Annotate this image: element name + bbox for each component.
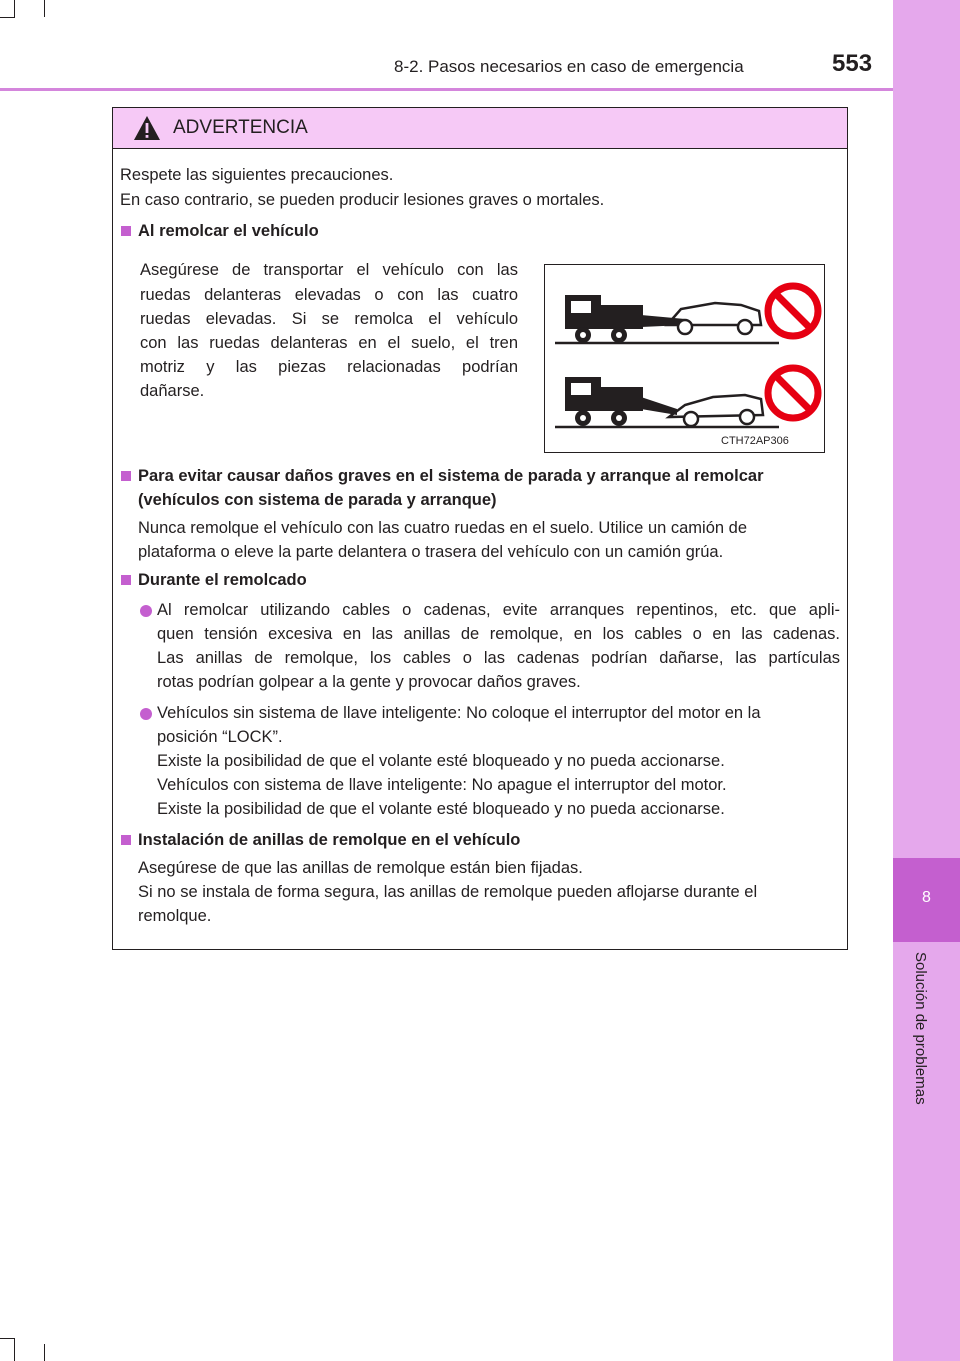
- section-text: Asegúrese de transportar el vehículo con las: [140, 261, 518, 279]
- bullet-text: quen tensión excesiva en las anillas de remolque, en los cables o en las cadenas.: [157, 625, 840, 643]
- warning-intro-line: En caso contrario, se pueden producir lesiones graves o mortales.: [120, 191, 605, 209]
- prohibited-icon: [768, 286, 818, 336]
- warning-box: [112, 107, 848, 950]
- crop-mark: [14, 1338, 15, 1361]
- section-heading: Instalación de anillas de remolque en el vehículo: [138, 831, 521, 849]
- section-text: Asegúrese de que las anillas de remolque están bien fijadas.: [138, 859, 583, 877]
- section-text: plataforma o eleve la parte delantera o trasera del vehículo con un camión grúa.: [138, 543, 724, 561]
- square-bullet-icon: [121, 226, 131, 236]
- square-bullet-icon: [121, 835, 131, 845]
- section-text: motriz y las piezas relacionadas podrían: [140, 358, 518, 376]
- bullet-text: Vehículos sin sistema de llave inteligente: No coloque el interruptor del motor en la: [157, 704, 761, 722]
- section-text: Nunca remolque el vehículo con las cuatro ruedas en el suelo. Utilice un camión de: [138, 519, 748, 537]
- bullet-text: posición “LOCK”.: [157, 728, 283, 746]
- section-heading: (vehículos con sistema de parada y arranque): [138, 491, 497, 509]
- bullet-text: Al remolcar utilizando cables o cadenas, evite arranques repentinos, etc. que apli-: [157, 601, 840, 619]
- chapter-title: Solución de problemas: [912, 952, 929, 1105]
- towing-illustration: [544, 264, 825, 453]
- section-heading: Al remolcar el vehículo: [138, 222, 319, 240]
- section-heading: Durante el remolcado: [138, 571, 307, 589]
- header-rule: [0, 88, 893, 91]
- square-bullet-icon: [121, 575, 131, 585]
- crop-mark: [14, 0, 15, 17]
- bullet-text: Vehículos con sistema de llave inteligente: No apague el interruptor del motor.: [157, 776, 727, 794]
- warning-header: [113, 108, 847, 149]
- section-text: ruedas delanteras elevadas o con las cuatro: [140, 286, 518, 304]
- section-heading: Para evitar causar daños graves en el sistema de parada y arranque al remolcar: [138, 467, 764, 485]
- section-text: ruedas elevadas. Si se remolca el vehículo: [140, 310, 518, 328]
- section-title: 8-2. Pasos necesarios en caso de emergencia: [394, 57, 744, 76]
- crop-mark: [0, 1338, 15, 1339]
- towed-car-icon: [669, 395, 763, 426]
- warning-title: ADVERTENCIA: [173, 117, 308, 138]
- crop-mark: [0, 17, 15, 18]
- bullet-text: rotas podrían golpear a la gente y provocar daños graves.: [157, 673, 581, 691]
- section-text: remolque.: [138, 907, 212, 925]
- figure-code: CTH72AP306: [721, 435, 789, 447]
- dot-bullet-icon: [140, 708, 152, 720]
- prohibited-icon: [768, 368, 818, 418]
- warning-intro-line: Respete las siguientes precauciones.: [120, 166, 394, 184]
- chapter-number: 8: [922, 889, 931, 906]
- section-text: dañarse.: [140, 382, 205, 400]
- towed-car-icon: [667, 303, 761, 334]
- bullet-text: Existe la posibilidad de que el volante esté bloqueado y no pueda accionarse.: [157, 752, 725, 770]
- crop-mark: [44, 1344, 45, 1361]
- page-number: 553: [832, 50, 873, 77]
- dot-bullet-icon: [140, 605, 152, 617]
- bullet-text: Existe la posibilidad de que el volante esté bloqueado y no pueda accionarse.: [157, 800, 725, 818]
- bullet-text: Las anillas de remolque, los cables o las cadenas podrían dañarse, las partículas: [157, 649, 840, 667]
- towing-diagram: [545, 265, 823, 451]
- crop-mark: [44, 0, 45, 17]
- section-text: con las ruedas delanteras en el suelo, el tren: [140, 334, 518, 352]
- chapter-side-tab: [893, 0, 960, 1361]
- warning-triangle-icon: [133, 114, 161, 142]
- section-text: Si no se instala de forma segura, las anillas de remolque pueden aflojarse durante el: [138, 883, 758, 901]
- square-bullet-icon: [121, 471, 131, 481]
